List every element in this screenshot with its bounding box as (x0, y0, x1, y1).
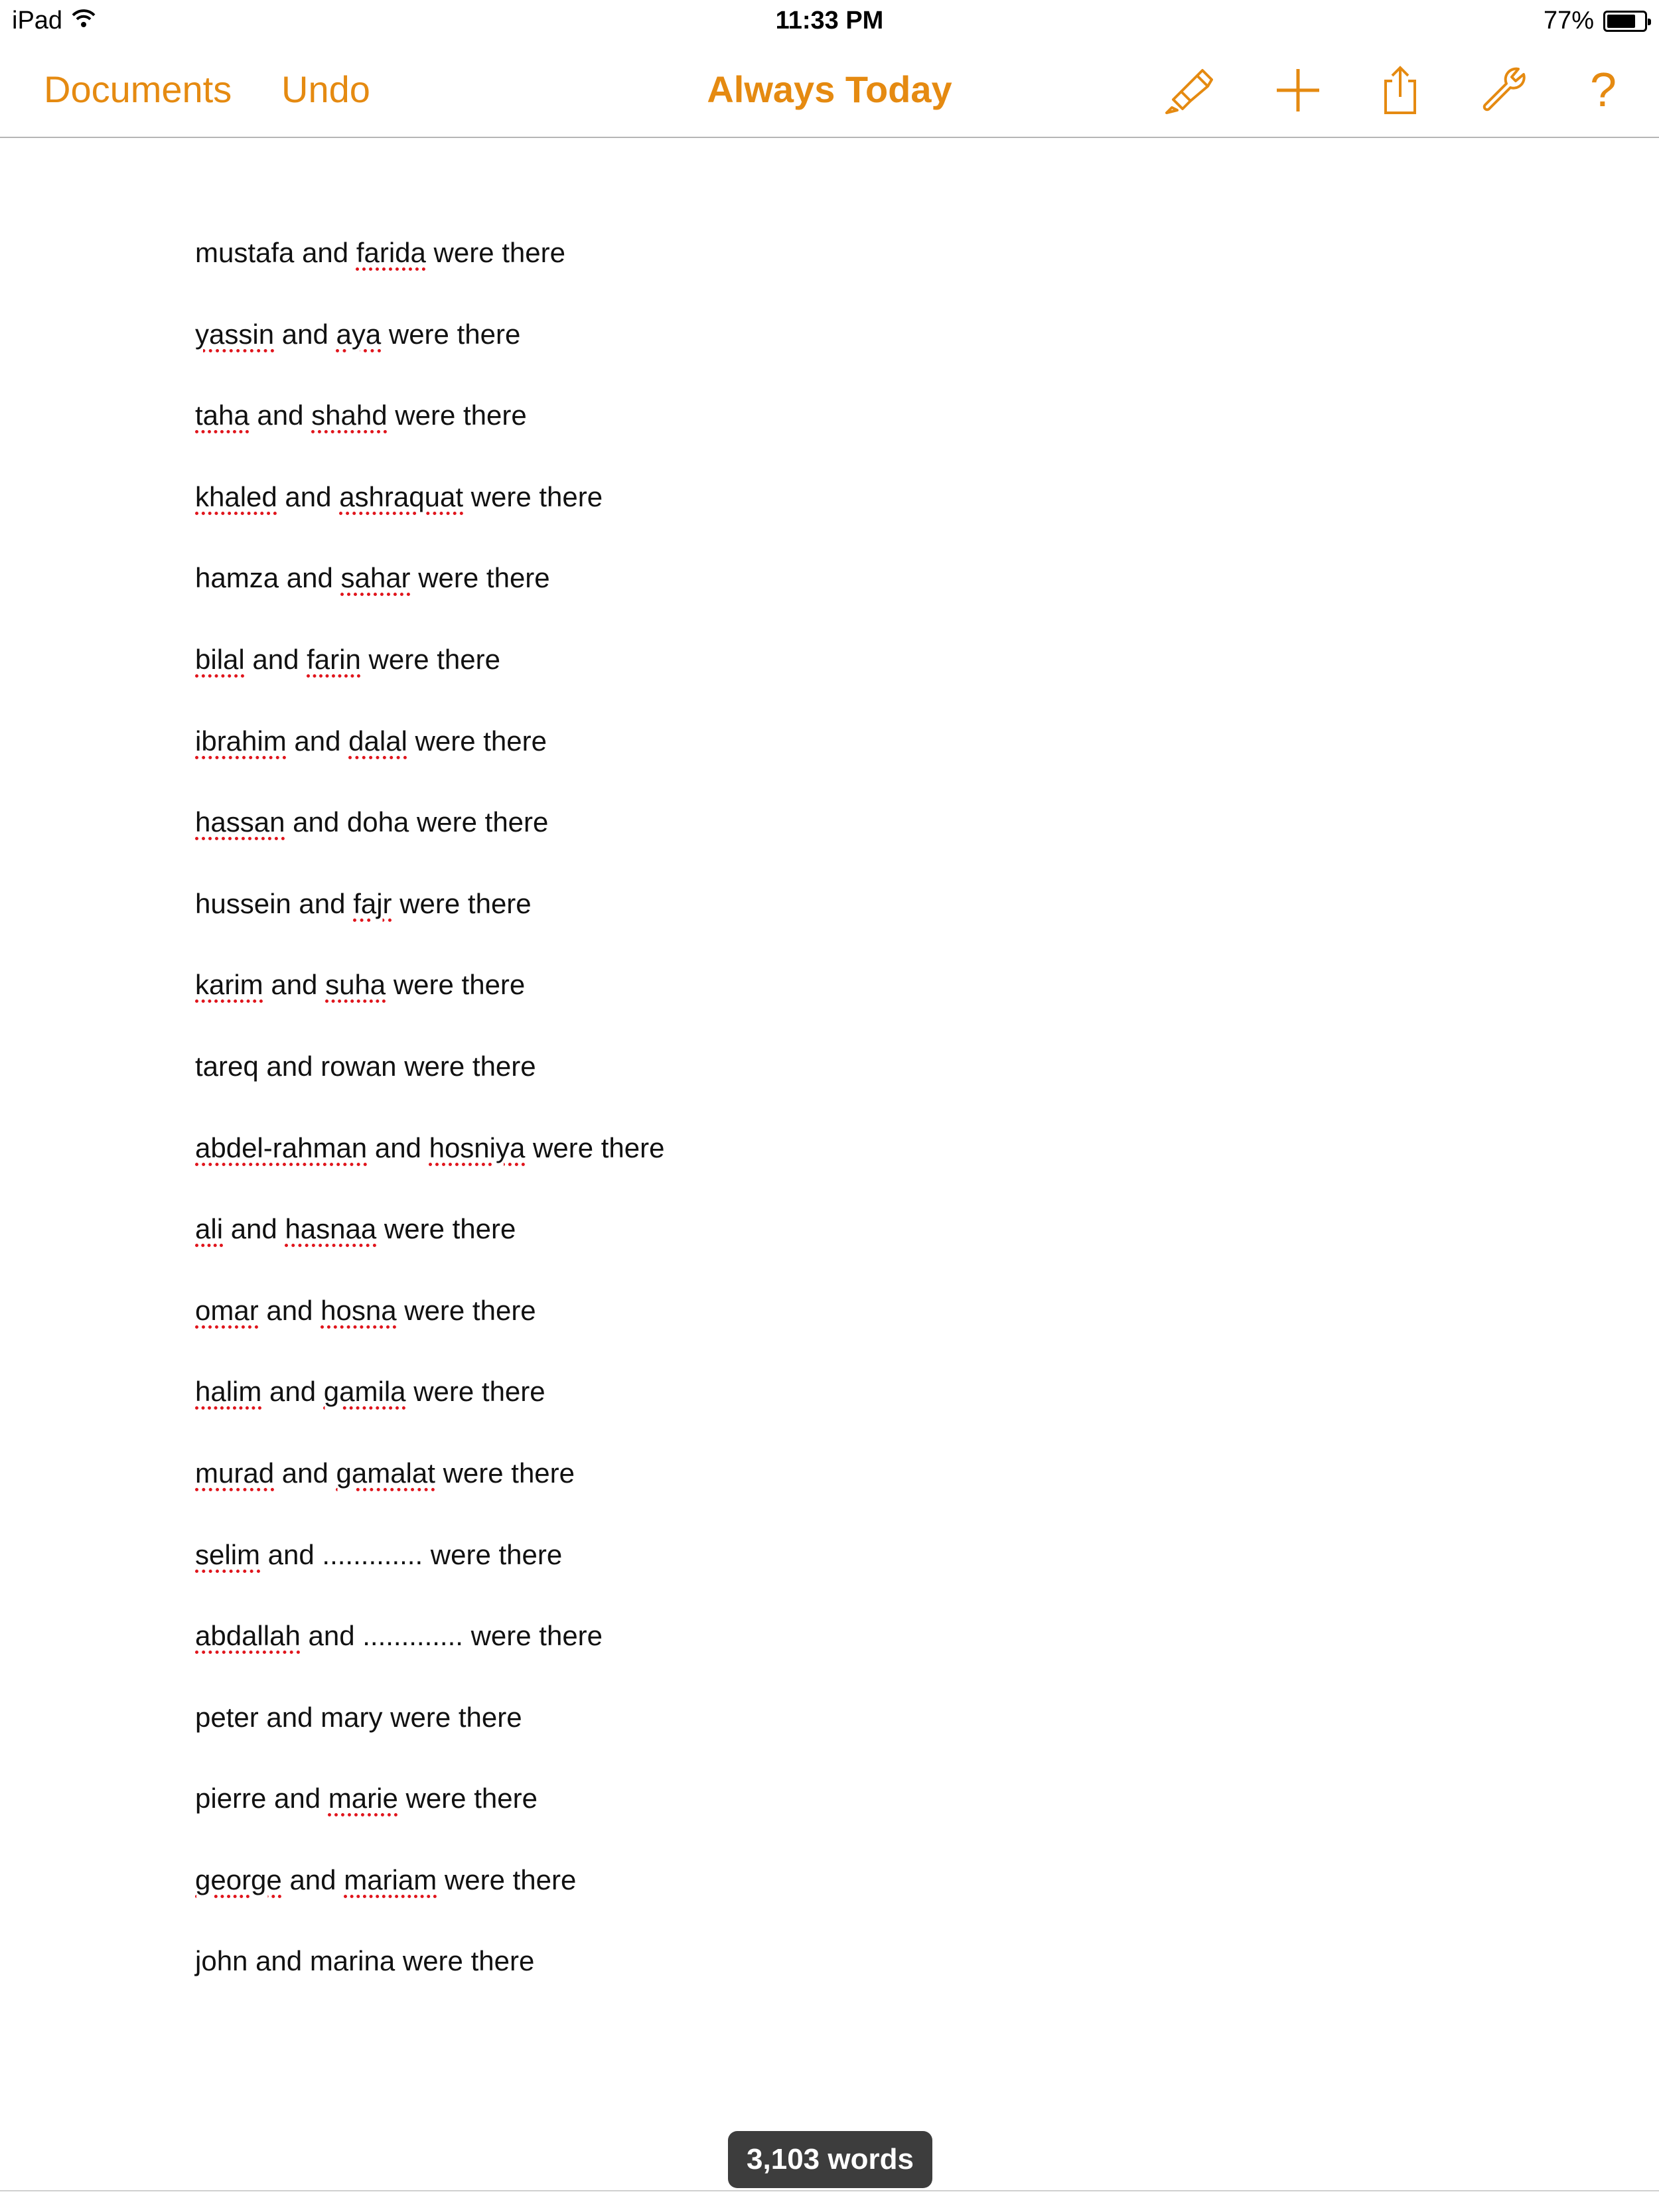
device-name: iPad (12, 7, 63, 35)
misspelled-word: hosna (321, 1294, 397, 1326)
plus-icon[interactable] (1271, 64, 1325, 117)
document-line[interactable] (195, 239, 1456, 321)
misspelled-word: sahar (340, 562, 411, 594)
misspelled-word: hasnaa (285, 1213, 377, 1245)
status-time: 11:33 PM (775, 7, 884, 35)
misspelled-word: dalal (348, 725, 407, 757)
text-run: hussein and (195, 887, 354, 919)
text-run: were there (360, 643, 500, 675)
text-run: and (274, 1457, 336, 1489)
text-run: were there (435, 1457, 575, 1489)
text-run: and doha were there (285, 806, 549, 838)
text-run: hamza and (195, 562, 341, 594)
wrench-icon[interactable] (1477, 64, 1530, 117)
text-run: and (223, 1213, 285, 1245)
misspelled-word: abdel-rahman (195, 1132, 368, 1163)
misspelled-word: fajr (353, 887, 392, 919)
document-line[interactable] (195, 727, 1456, 809)
text-run: were there (437, 1864, 577, 1895)
battery-percent: 77% (1543, 7, 1594, 35)
misspelled-word: aya (336, 318, 382, 350)
misspelled-word: farida (356, 237, 426, 268)
misspelled-word: yassin (195, 318, 275, 350)
share-icon[interactable] (1374, 64, 1427, 117)
battery-fill (1607, 15, 1635, 28)
word-count-badge[interactable]: 3,103 words (728, 2131, 932, 2188)
text-run: were there (410, 562, 550, 594)
document-line[interactable] (195, 1134, 1456, 1216)
document-line[interactable] (195, 1459, 1456, 1541)
misspelled-word: karim (195, 969, 263, 1001)
text-run: were there (376, 1213, 516, 1245)
misspelled-word: farin (307, 643, 361, 675)
misspelled-word: hassan (195, 806, 285, 838)
paintbrush-icon[interactable] (1161, 64, 1214, 117)
misspelled-word: gamalat (336, 1457, 435, 1489)
document-toolbar (0, 46, 1659, 138)
text-run: and (274, 318, 336, 350)
battery-tip (1648, 19, 1651, 25)
text-run: john and marina were there (195, 1945, 535, 1977)
document-line[interactable] (195, 1622, 1456, 1704)
text-run: were there (387, 400, 527, 431)
text-run: were there (425, 237, 565, 268)
misspelled-word: taha (195, 400, 250, 431)
text-run: and (286, 725, 349, 757)
text-run: were there (386, 969, 526, 1001)
undo-button[interactable]: Undo (281, 68, 370, 110)
text-run: and (367, 1132, 429, 1163)
misspelled-word: halim (195, 1376, 262, 1408)
battery-icon (1603, 11, 1647, 32)
document-line[interactable] (195, 808, 1456, 890)
text-run: and ............. were there (300, 1620, 603, 1652)
text-run: and (244, 643, 307, 675)
document-line[interactable] (195, 318, 1456, 402)
text-run: and (281, 1864, 344, 1895)
misspelled-word: ali (195, 1213, 224, 1245)
text-run: pierre and (195, 1783, 328, 1814)
text-run: were there (396, 1294, 536, 1326)
document-line[interactable] (195, 1294, 1456, 1378)
misspelled-word: khaled (195, 480, 277, 512)
document-line[interactable] (195, 1785, 1456, 1866)
text-run: tareq and rowan were there (195, 1050, 536, 1082)
document-line[interactable] (195, 1866, 1456, 1948)
document-line[interactable] (195, 402, 1456, 483)
documents-button[interactable]: Documents (44, 68, 232, 110)
misspelled-word: bilal (195, 643, 245, 675)
document-line[interactable] (195, 1050, 1456, 1134)
bottom-divider (0, 2190, 1659, 2191)
document-line[interactable] (195, 564, 1456, 646)
misspelled-word: gamila (323, 1376, 406, 1408)
document-line[interactable] (195, 1378, 1456, 1459)
document-line[interactable] (195, 1947, 1456, 2029)
misspelled-word: marie (328, 1783, 398, 1814)
text-run: and (261, 1376, 324, 1408)
text-run: mustafa and (195, 237, 356, 268)
text-run: and (263, 969, 326, 1001)
document-line[interactable] (195, 480, 1456, 565)
misspelled-word: murad (195, 1457, 275, 1489)
text-run: and (249, 400, 312, 431)
misspelled-word: selim (195, 1538, 261, 1570)
text-run: and ............. were there (260, 1538, 563, 1570)
text-run: were there (407, 725, 547, 757)
document-line[interactable] (195, 887, 1456, 972)
misspelled-word: hosniya (429, 1132, 526, 1163)
document-line[interactable] (195, 1215, 1456, 1297)
document-line[interactable] (195, 1701, 1456, 1785)
misspelled-word: abdallah (195, 1620, 301, 1652)
document-title[interactable]: Always Today (707, 68, 952, 110)
text-run: were there (405, 1376, 545, 1408)
text-run: and (277, 480, 340, 512)
misspelled-word: suha (325, 969, 386, 1001)
help-icon[interactable]: ? (1589, 64, 1617, 117)
text-run: and (258, 1294, 321, 1326)
text-run: were there (392, 887, 532, 919)
misspelled-word: shahd (311, 400, 388, 431)
document-line[interactable] (195, 971, 1456, 1053)
text-run: were there (463, 480, 603, 512)
status-bar (0, 0, 1659, 46)
document-line[interactable] (195, 1538, 1456, 1623)
status-right (1544, 7, 1647, 35)
misspelled-word: omar (195, 1294, 259, 1326)
misspelled-word: george (195, 1864, 282, 1895)
misspelled-word: mariam (344, 1864, 437, 1895)
text-run: peter and mary were there (195, 1701, 522, 1733)
text-run: were there (397, 1783, 538, 1814)
document-line[interactable] (195, 643, 1456, 727)
text-run: were there (381, 318, 521, 350)
document-body[interactable] (195, 239, 1456, 2029)
misspelled-word: ibrahim (195, 725, 287, 757)
misspelled-word: ashraquat (339, 480, 463, 512)
text-run: were there (525, 1132, 665, 1163)
